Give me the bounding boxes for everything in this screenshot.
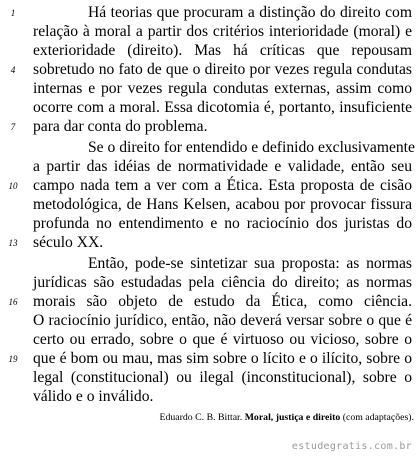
line-number-7: 7: [10, 122, 16, 132]
text-line-11: metodológica, de Hans Kelsen, acabou por provocar fissura: [33, 196, 412, 213]
citation-note: (com adaptações).: [340, 412, 414, 423]
line-number-1: 1: [10, 8, 16, 18]
text-line-2: relação à moral a partir dos critérios interioridade (moral) e: [33, 23, 412, 40]
text-line-17: O raciocínio jurídico, então, não deverá versar sobre o que é: [33, 312, 412, 329]
text-line-10: campo nada tem a ver com a Ética. Esta proposta de cisão: [33, 177, 412, 194]
text-line-5: internas e por vezes regula condutas externas, assim como: [33, 80, 412, 97]
line-number-10: 10: [8, 181, 18, 191]
text-line-19: que é bom ou mau, mas sim sobre o lícito e o ilícito, sobre o: [33, 350, 412, 367]
text-line-12: profunda no entendimento e no raciocínio dos juristas do: [33, 215, 412, 232]
citation-author: Eduardo C. B. Bittar.: [159, 412, 245, 423]
text-line-7: para dar conta do problema.: [33, 118, 208, 135]
text-line-1: Há teorias que procuram a distinção do direito com: [88, 4, 412, 21]
text-line-20: legal (constitucional) ou ilegal (inconstitucional), sobre o: [33, 369, 412, 386]
text-line-4: sobretudo no fato de que o direito por vezes regula condutas: [33, 61, 412, 78]
text-line-8: Se o direito for entendido e definido exclusivamente: [88, 139, 415, 156]
text-line-16: morais são objeto de estudo da Ética, como ciência.: [33, 293, 412, 310]
text-line-13: século XX.: [33, 234, 104, 251]
line-number-19: 19: [8, 354, 18, 364]
text-line-15: jurídicas são estudadas pela ciência do direito; as normas: [33, 274, 412, 291]
text-line-14: Então, pode-se sintetizar sua proposta: as normas: [88, 255, 412, 272]
text-line-9: a partir das idéias de normatividade e validade, então seu: [33, 158, 412, 175]
text-line-18: certo ou errado, sobre o que é virtuoso ou vicioso, sobre o: [33, 331, 412, 348]
text-line-6: ocorre com a moral. Essa dicotomia é, portanto, insuficiente: [33, 99, 412, 116]
text-line-3: exterioridade (direito). Mas há críticas que repousam: [33, 42, 412, 59]
line-number-4: 4: [10, 65, 16, 75]
watermark: estudegratis.com.br: [291, 441, 412, 452]
line-number-16: 16: [8, 297, 18, 307]
line-number-13: 13: [8, 238, 18, 248]
source-citation: [160, 411, 415, 424]
text-line-21: válido e o inválido.: [33, 388, 154, 405]
citation-title: Moral, justiça e direito: [244, 412, 341, 423]
